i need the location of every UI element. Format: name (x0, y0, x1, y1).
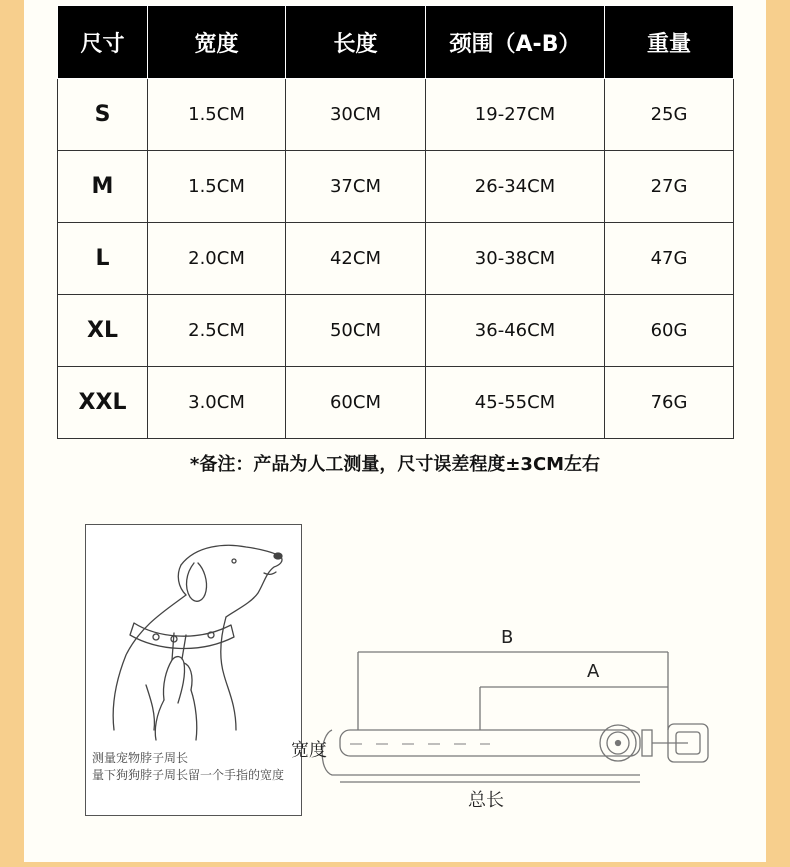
table-row (58, 151, 734, 223)
header-neck: 颈围（A-B） (426, 6, 605, 79)
header-size: 尺寸 (58, 6, 148, 79)
measurement-note: *备注：产品为人工测量，尺寸误差程度±3CM左右 (189, 454, 601, 475)
neck-cell: 30-38CM (426, 223, 605, 295)
illustration-caption (92, 750, 297, 784)
size-cell: XXL (58, 367, 148, 439)
neck-cell: 36-46CM (426, 295, 605, 367)
table-row (58, 223, 734, 295)
label-a: A (587, 661, 600, 682)
length-cell: 30CM (286, 79, 426, 151)
size-cell: L (58, 223, 148, 295)
label-width: 宽度 (291, 740, 327, 761)
weight-cell: 60G (605, 295, 734, 367)
width-cell: 2.5CM (148, 295, 286, 367)
weight-cell: 47G (605, 223, 734, 295)
size-cell: M (58, 151, 148, 223)
caption-line-2: 量下狗狗脖子周长留一个手指的宽度 (92, 768, 285, 782)
header-width: 宽度 (148, 6, 286, 79)
width-cell: 2.0CM (148, 223, 286, 295)
weight-cell: 25G (605, 79, 734, 151)
table-row (58, 79, 734, 151)
dog-illustration (85, 524, 302, 816)
weight-cell: 27G (605, 151, 734, 223)
neck-cell: 45-55CM (426, 367, 605, 439)
width-cell: 3.0CM (148, 367, 286, 439)
label-total-length: 总长 (468, 790, 504, 811)
length-cell: 42CM (286, 223, 426, 295)
size-table (57, 5, 734, 439)
neck-cell: 26-34CM (426, 151, 605, 223)
size-cell: S (58, 79, 148, 151)
length-cell: 50CM (286, 295, 426, 367)
header-weight: 重量 (605, 6, 734, 79)
table-row (58, 295, 734, 367)
weight-cell: 76G (605, 367, 734, 439)
table-row (58, 367, 734, 439)
header-length: 长度 (286, 6, 426, 79)
width-cell: 1.5CM (148, 151, 286, 223)
size-cell: XL (58, 295, 148, 367)
caption-line-1: 测量宠物脖子周长 (92, 751, 189, 765)
width-cell: 1.5CM (148, 79, 286, 151)
length-cell: 37CM (286, 151, 426, 223)
dog-sketch-icon (86, 525, 301, 745)
table-header-row (58, 6, 734, 79)
neck-cell: 19-27CM (426, 79, 605, 151)
collar-strap (340, 730, 640, 756)
label-b: B (501, 627, 514, 648)
length-cell: 60CM (286, 367, 426, 439)
